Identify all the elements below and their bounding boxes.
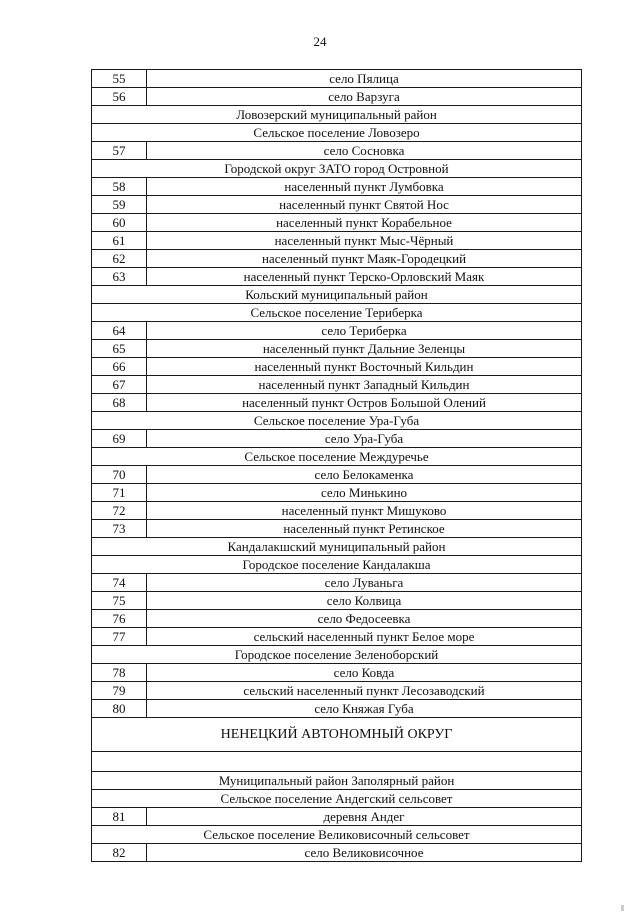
row-number: 80 <box>92 700 147 718</box>
row-number: 71 <box>92 484 147 502</box>
section-header: Ловозерский муниципальный район <box>92 106 582 124</box>
section-header: Сельское поселение Териберка <box>92 304 582 322</box>
settlement-name: населенный пункт Западный Кильдин <box>147 376 582 394</box>
settlements-table-body <box>92 70 582 862</box>
table-row <box>92 484 582 502</box>
section-header-row <box>92 304 582 322</box>
row-number: 67 <box>92 376 147 394</box>
table-row <box>92 196 582 214</box>
table-row <box>92 214 582 232</box>
table-row <box>92 502 582 520</box>
row-number: 62 <box>92 250 147 268</box>
row-number: 55 <box>92 70 147 88</box>
settlements-table <box>91 69 582 862</box>
table-row <box>92 394 582 412</box>
table-row <box>92 664 582 682</box>
table-row <box>92 340 582 358</box>
settlement-name: село Великовисочное <box>147 844 582 862</box>
table-row <box>92 232 582 250</box>
section-header: Сельское поселение Андегский сельсовет <box>92 790 582 808</box>
table-row <box>92 142 582 160</box>
row-number: 63 <box>92 268 147 286</box>
page-number: 24 <box>313 34 327 49</box>
section-header-row <box>92 160 582 178</box>
row-number: 81 <box>92 808 147 826</box>
settlement-name: село Федосеевка <box>147 610 582 628</box>
table-row <box>92 430 582 448</box>
settlement-name: село Пялица <box>147 70 582 88</box>
settlement-name: деревня Андег <box>147 808 582 826</box>
row-number: 76 <box>92 610 147 628</box>
settlement-name: населенный пункт Лумбовка <box>147 178 582 196</box>
settlement-name: сельский населенный пункт Белое море <box>147 628 582 646</box>
section-header-row <box>92 124 582 142</box>
settlement-name: село Минькино <box>147 484 582 502</box>
section-header-row <box>92 646 582 664</box>
section-header: Городской округ ЗАТО город Островной <box>92 160 582 178</box>
row-number: 78 <box>92 664 147 682</box>
table-row <box>92 358 582 376</box>
table-row <box>92 808 582 826</box>
section-header-row <box>92 772 582 790</box>
settlement-name: село Луваньга <box>147 574 582 592</box>
table-row <box>92 520 582 538</box>
row-number: 60 <box>92 214 147 232</box>
row-number: 79 <box>92 682 147 700</box>
table-row <box>92 268 582 286</box>
settlement-name: населенный пункт Остров Большой Олений <box>147 394 582 412</box>
section-header: Сельское поселение Великовисочный сельсовет <box>92 826 582 844</box>
row-number: 59 <box>92 196 147 214</box>
section-header: Кольский муниципальный район <box>92 286 582 304</box>
settlement-name: село Белокаменка <box>147 466 582 484</box>
section-header-row <box>92 752 582 772</box>
row-number: 56 <box>92 88 147 106</box>
section-header-row <box>92 448 582 466</box>
row-number: 74 <box>92 574 147 592</box>
row-number: 82 <box>92 844 147 862</box>
section-header-row <box>92 718 582 752</box>
section-header-row <box>92 412 582 430</box>
section-header: Сельское поселение Ловозеро <box>92 124 582 142</box>
section-header-row <box>92 538 582 556</box>
settlement-name: населенный пункт Святой Нос <box>147 196 582 214</box>
settlement-name: село Ковда <box>147 664 582 682</box>
section-header-row <box>92 106 582 124</box>
row-number: 58 <box>92 178 147 196</box>
table-row <box>92 178 582 196</box>
row-number: 77 <box>92 628 147 646</box>
settlement-name: населенный пункт Маяк-Городецкий <box>147 250 582 268</box>
section-header-row <box>92 286 582 304</box>
region-title: НЕНЕЦКИЙ АВТОНОМНЫЙ ОКРУГ <box>92 718 582 752</box>
settlement-name: сельский населенный пункт Лесозаводский <box>147 682 582 700</box>
row-number: 65 <box>92 340 147 358</box>
row-number: 61 <box>92 232 147 250</box>
section-header <box>92 752 582 772</box>
table-row <box>92 88 582 106</box>
row-number: 75 <box>92 592 147 610</box>
settlement-name: село Колвица <box>147 592 582 610</box>
table-row <box>92 574 582 592</box>
table-row <box>92 844 582 862</box>
table-row <box>92 322 582 340</box>
settlement-name: село Варзуга <box>147 88 582 106</box>
table-row <box>92 682 582 700</box>
row-number: 73 <box>92 520 147 538</box>
settlement-name: село Сосновка <box>147 142 582 160</box>
settlement-name: село Териберка <box>147 322 582 340</box>
table-row <box>92 592 582 610</box>
settlement-name: населенный пункт Терско-Орловский Маяк <box>147 268 582 286</box>
settlement-name: населенный пункт Мишуково <box>147 502 582 520</box>
table-row <box>92 466 582 484</box>
settlement-name: населенный пункт Восточный Кильдин <box>147 358 582 376</box>
row-number: 72 <box>92 502 147 520</box>
settlement-name: село Княжая Губа <box>147 700 582 718</box>
settlement-name: населенный пункт Корабельное <box>147 214 582 232</box>
row-number: 66 <box>92 358 147 376</box>
settlement-name: населенный пункт Ретинское <box>147 520 582 538</box>
table-row <box>92 610 582 628</box>
table-row <box>92 376 582 394</box>
section-header-row <box>92 826 582 844</box>
section-header-row <box>92 556 582 574</box>
row-number: 64 <box>92 322 147 340</box>
section-header: Муниципальный район Заполярный район <box>92 772 582 790</box>
section-header: Сельское поселение Ура-Губа <box>92 412 582 430</box>
row-number: 70 <box>92 466 147 484</box>
table-row <box>92 700 582 718</box>
settlement-name: село Ура-Губа <box>147 430 582 448</box>
scan-mark <box>621 905 624 911</box>
settlement-name: населенный пункт Мыс-Чёрный <box>147 232 582 250</box>
settlement-name: населенный пункт Дальние Зеленцы <box>147 340 582 358</box>
section-header: Кандалакшский муниципальный район <box>92 538 582 556</box>
row-number: 57 <box>92 142 147 160</box>
row-number: 68 <box>92 394 147 412</box>
row-number: 69 <box>92 430 147 448</box>
table-row <box>92 250 582 268</box>
table-row <box>92 70 582 88</box>
table-row <box>92 628 582 646</box>
section-header-row <box>92 790 582 808</box>
section-header: Городское поселение Кандалакша <box>92 556 582 574</box>
section-header: Городское поселение Зеленоборский <box>92 646 582 664</box>
section-header: Сельское поселение Междуречье <box>92 448 582 466</box>
